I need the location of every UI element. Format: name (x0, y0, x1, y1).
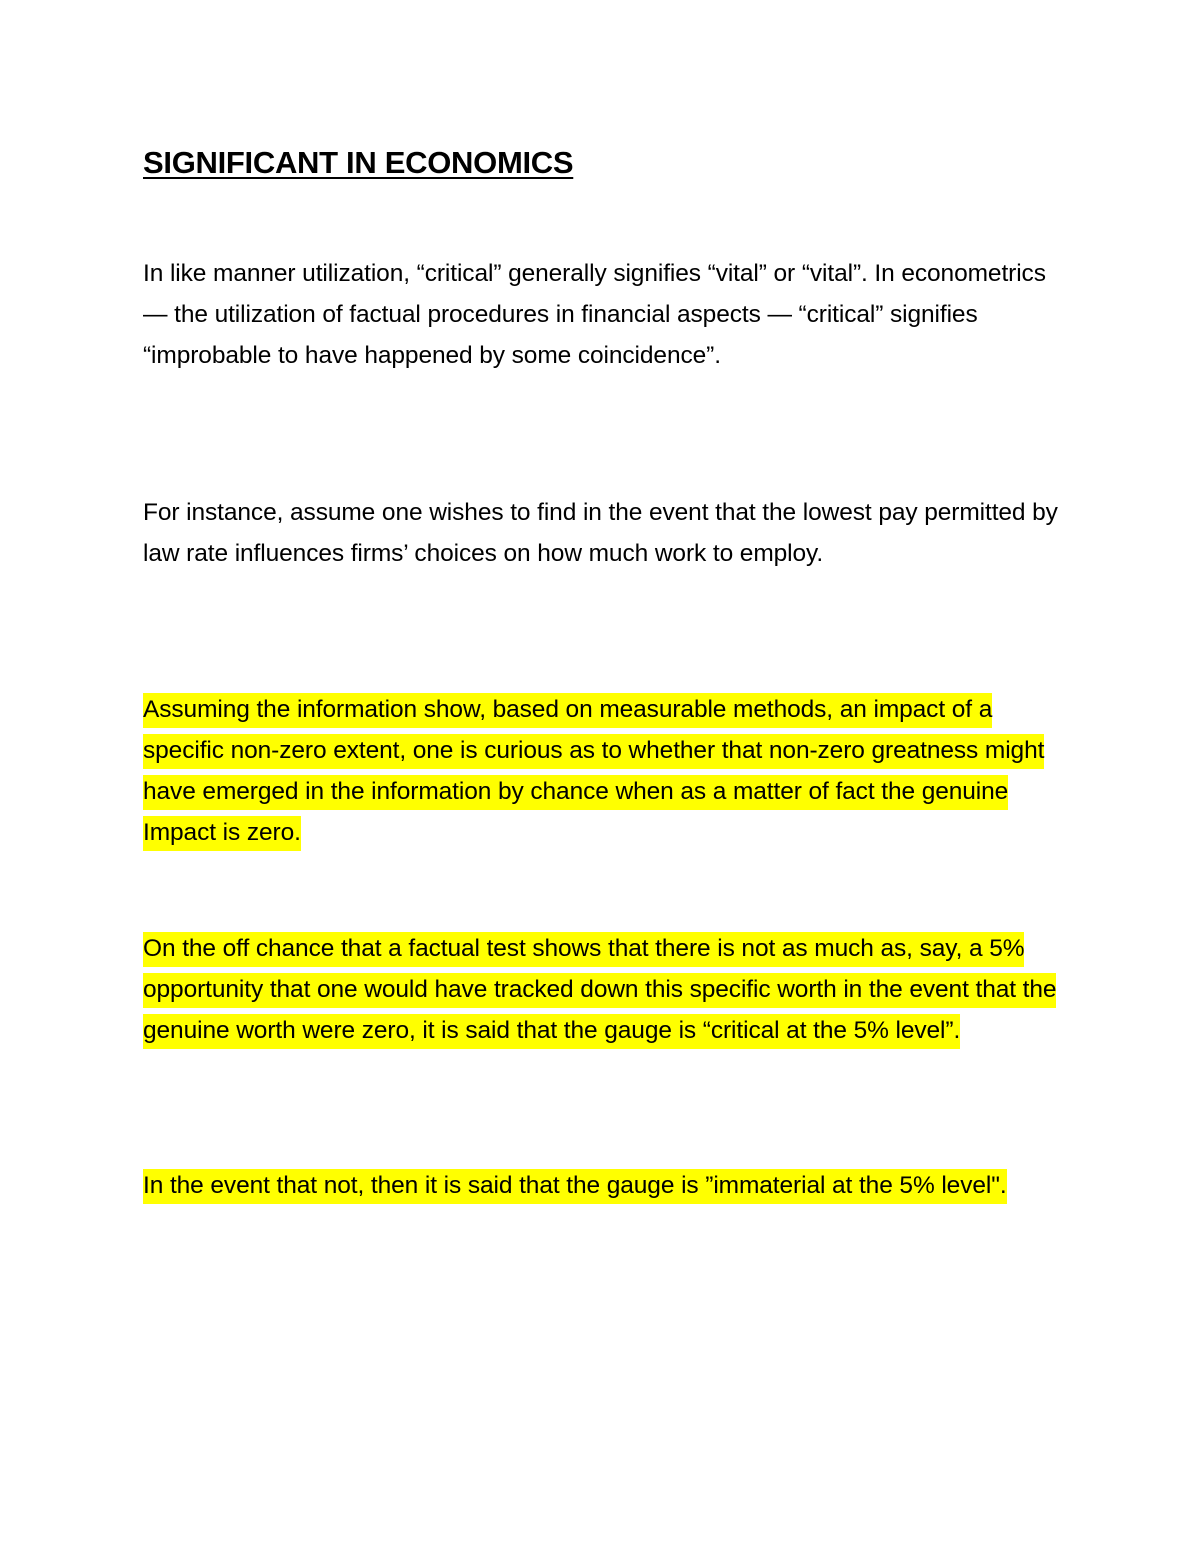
highlighted-text: Assuming the information show, based on measurable methods, an impact of a specific non-zero extent, one is curious as to whether that non-zero greatness might have emerged in the information by chance when as a matter of fact the genuine Impact is zero. (143, 693, 1044, 851)
paragraph-highlighted-impact (143, 689, 1073, 853)
paragraph-text: For instance, assume one wishes to find in the event that the lowest pay permitted by law rate influences firms’ choices on how much work to employ. (143, 499, 1058, 567)
highlighted-text: In the event that not, then it is said that the gauge is ”immaterial at the 5% level". (143, 1169, 1007, 1204)
paragraph-text: In like manner utilization, “critical” generally signifies “vital” or “vital”. In econometrics — the utilization of factual procedures in financial aspects — “critical” signifies “improbable to have happened by some coincidence”. (143, 260, 1046, 369)
paragraph-highlighted-test (143, 928, 1073, 1051)
paragraph-definition (143, 253, 1073, 376)
document-title: SIGNIFICANT IN ECONOMICS (143, 145, 574, 180)
highlighted-text: On the off chance that a factual test shows that there is not as much as, say, a 5% opportunity that one would have tracked down this specific worth in the event that the genuine worth were zero, it is said that the gauge is “critical at the 5% level”. (143, 932, 1056, 1049)
paragraph-highlighted-conclusion (143, 1165, 1073, 1206)
paragraph-example (143, 492, 1073, 574)
